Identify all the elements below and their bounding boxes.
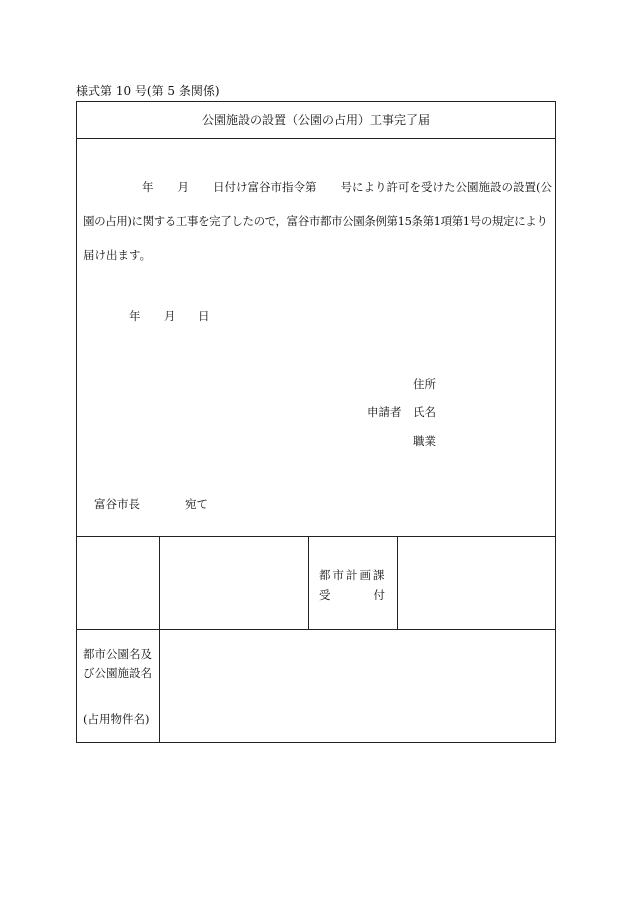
applicant-label: 申請者	[367, 405, 402, 419]
reception-row	[77, 536, 555, 630]
reception-attach-char: 付	[373, 588, 385, 602]
reception-receive-char: 受	[319, 588, 331, 602]
completion-report-form	[76, 101, 556, 743]
park-label-line-2: び公園施設名	[83, 666, 152, 680]
body-line-3: 届け出ます。	[83, 248, 152, 262]
body-permit-number-text: 号により許可を受けた公園施設の設置(公	[340, 180, 552, 194]
date-day-label: 日	[198, 309, 210, 323]
date-year-label: 年	[129, 309, 141, 323]
body-month-label: 月	[177, 180, 189, 194]
reception-label-line-1: 都市計画課	[319, 568, 387, 582]
body-permit-text: 日付け富谷市指令第	[213, 180, 317, 194]
addressee-name: 富谷市長	[94, 497, 140, 511]
form-number: 様式第 10 号(第 5 条関係)	[76, 84, 220, 98]
park-label-line-3: (占用物件名)	[83, 712, 150, 726]
reception-label-line-2	[319, 587, 385, 603]
form-title: 公園施設の設置（公園の占用）工事完了届	[77, 102, 555, 139]
column-divider	[308, 537, 309, 629]
date-month-label: 月	[164, 309, 176, 323]
addressee-suffix: 宛て	[185, 497, 208, 511]
applicant-name-label: 氏名	[413, 405, 436, 419]
body-line-2: 園の占用)に関する工事を完了したので，富谷市都市公園条例第15条第1項第1号の規定により	[83, 214, 548, 228]
column-divider	[159, 630, 160, 742]
column-divider	[397, 537, 398, 629]
body-year-label: 年	[142, 180, 154, 194]
applicant-occupation-label: 職業	[413, 434, 436, 448]
park-label-line-1: 都市公園名及	[83, 647, 152, 661]
body-line-1	[83, 179, 552, 195]
park-name-row	[77, 630, 555, 742]
column-divider	[159, 537, 160, 629]
applicant-address-label: 住所	[413, 377, 436, 391]
